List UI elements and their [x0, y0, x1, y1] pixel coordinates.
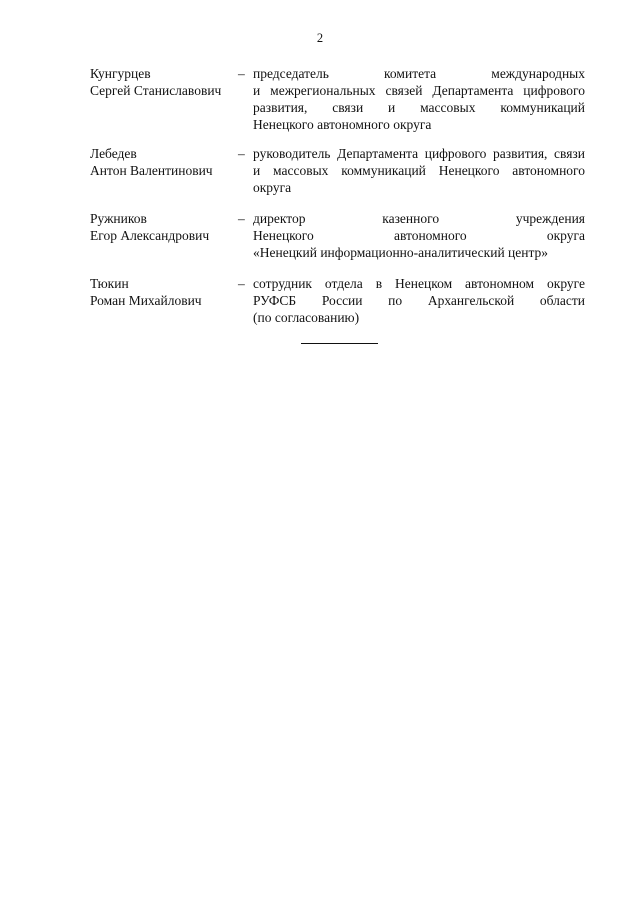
- member-given-name: Роман Михайлович: [90, 293, 202, 308]
- member-person: [90, 145, 238, 196]
- member-position: [253, 210, 585, 261]
- position-line: руководитель Департамента цифрового развития, связи: [253, 146, 585, 161]
- position-line: и межрегиональных связей Департамента цифрового: [253, 83, 585, 98]
- member-entry: [90, 145, 585, 196]
- member-surname: Лебедев: [90, 146, 137, 161]
- position-line: директор казенного учреждения: [253, 211, 585, 226]
- member-entry: [90, 275, 585, 326]
- position-line: (по согласованию): [253, 310, 360, 325]
- member-given-name: Егор Александрович: [90, 228, 210, 243]
- position-line: развития, связи и массовых коммуникаций: [253, 100, 585, 115]
- member-dash: –: [238, 276, 245, 291]
- position-line: Ненецкого автономного округа: [253, 117, 432, 132]
- page-number: 2: [316, 31, 324, 45]
- member-given-name: Антон Валентинович: [90, 163, 213, 178]
- member-dash: –: [238, 211, 245, 226]
- position-line: округа: [253, 180, 292, 195]
- position-line: Ненецкого автономного округа: [253, 228, 585, 243]
- member-surname: Кунгурцев: [90, 66, 151, 81]
- member-person: [90, 210, 238, 261]
- member-person: [90, 275, 238, 326]
- member-surname: Ружников: [90, 211, 147, 226]
- member-surname: Тюкин: [90, 276, 129, 291]
- member-list: [90, 65, 585, 338]
- member-dash: –: [238, 146, 245, 161]
- member-entry: [90, 65, 585, 133]
- position-line: и массовых коммуникаций Ненецкого автономного: [253, 163, 585, 178]
- position-line: председатель комитета международных: [253, 66, 585, 81]
- member-entry: [90, 210, 585, 261]
- end-separator-line: [301, 343, 378, 344]
- member-position: [253, 275, 585, 326]
- position-line: «Ненецкий информационно-аналитический центр»: [253, 245, 549, 260]
- member-dash: –: [238, 66, 245, 81]
- position-line: РУФСБ России по Архангельской области: [253, 293, 585, 308]
- member-position: [253, 65, 585, 133]
- member-person: [90, 65, 238, 133]
- member-position: [253, 145, 585, 196]
- position-line: сотрудник отдела в Ненецком автономном округе: [253, 276, 585, 291]
- member-given-name: Сергей Станиславович: [90, 83, 222, 98]
